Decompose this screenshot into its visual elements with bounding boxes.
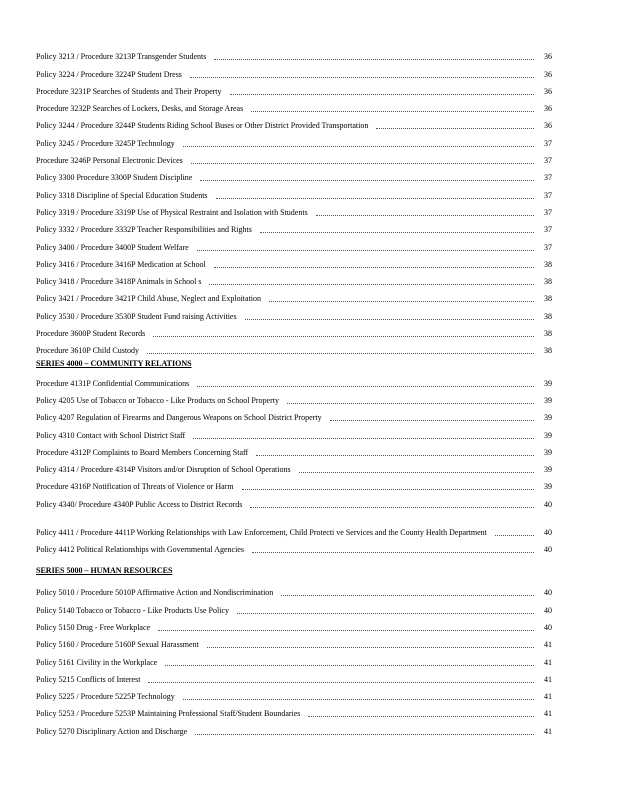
- toc-entry-title: Policy 5150 Drug - Free Workplace: [36, 622, 151, 632]
- dot-leader: [260, 231, 534, 233]
- toc-entry-title: Policy 3421 / Procedure 3421P Child Abuse, Neglect and Exploitation: [36, 294, 262, 304]
- dot-leader: [158, 629, 534, 631]
- toc-entry[interactable]: [36, 441, 552, 458]
- toc-entry[interactable]: [36, 685, 552, 702]
- dot-leader: [287, 402, 534, 404]
- dot-leader: [209, 283, 534, 285]
- toc-entry-title: Policy 5215 Conflicts of Interest: [36, 674, 141, 684]
- dot-leader: [299, 471, 534, 473]
- dot-leader: [207, 646, 534, 648]
- toc-page-number: 40: [544, 588, 552, 598]
- series-heading-text: SERIES 5000 – HUMAN RESOURCES: [36, 566, 173, 576]
- dot-leader: [308, 715, 534, 717]
- toc-entry[interactable]: [36, 702, 552, 719]
- toc-entry-title: Policy 3300 Procedure 3300P Student Discipline: [36, 173, 193, 183]
- toc-entry[interactable]: [36, 270, 552, 287]
- dot-leader: [252, 551, 534, 553]
- toc-page-number: 37: [544, 242, 552, 252]
- toc-page-number: 37: [544, 173, 552, 183]
- toc-page-number: 39: [544, 395, 552, 405]
- toc-entry[interactable]: [36, 458, 552, 475]
- toc-page-number: 41: [544, 692, 552, 702]
- toc-page-number: 41: [544, 709, 552, 719]
- toc-entry-title: Policy 3244 / Procedure 3244P Students Riding School Buses or Other District Provided Transportation: [36, 121, 369, 131]
- toc-entry-title: Policy 4412 Political Relationships with Governmental Agencies: [36, 545, 244, 555]
- toc-page-number: 36: [544, 86, 552, 96]
- toc-entry-title: Procedure 3232P Searches of Lockers, Desks, and Storage Areas: [36, 104, 244, 114]
- toc-page-number: 36: [544, 69, 552, 79]
- dot-leader: [256, 454, 534, 456]
- toc-page-number: 40: [544, 545, 552, 555]
- toc-page-number: 36: [544, 104, 552, 114]
- toc-entry[interactable]: [36, 668, 552, 685]
- toc-entry[interactable]: [36, 166, 552, 183]
- toc-entry[interactable]: [36, 598, 552, 615]
- toc-entry[interactable]: [36, 80, 552, 97]
- dot-leader: [269, 300, 534, 302]
- dot-leader: [200, 179, 534, 181]
- toc-page-number: 36: [544, 121, 552, 131]
- toc-page-number: 40: [544, 499, 552, 509]
- toc-entry-title: Policy 3400 / Procedure 3400P Student Welfare: [36, 242, 189, 252]
- toc-entry[interactable]: [36, 423, 552, 440]
- toc-entry-title: Policy 3318 Discipline of Special Education Students: [36, 190, 208, 200]
- toc-page-number: 40: [544, 605, 552, 615]
- table-of-contents: [36, 45, 552, 737]
- dot-leader: [376, 127, 534, 129]
- toc-page-number: 37: [544, 190, 552, 200]
- toc-entry[interactable]: [36, 253, 552, 270]
- dot-leader: [214, 58, 534, 60]
- toc-entry-title: Policy 5161 Civility in the Workplace: [36, 657, 158, 667]
- toc-page-number: 41: [544, 674, 552, 684]
- dot-leader: [165, 664, 534, 666]
- toc-entry[interactable]: [36, 719, 552, 736]
- toc-entry-title: Policy 4340/ Procedure 4340P Public Access to District Records: [36, 499, 243, 509]
- toc-entry[interactable]: [36, 371, 552, 388]
- dot-leader: [183, 698, 534, 700]
- toc-entry-title: Policy 3530 / Procedure 3530P Student Fund raising Activities: [36, 311, 237, 321]
- toc-entry[interactable]: [36, 287, 552, 304]
- toc-page-number: 38: [544, 329, 552, 339]
- toc-page-number: 38: [544, 294, 552, 304]
- toc-page-number: 39: [544, 430, 552, 440]
- toc-entry-title: Policy 5160 / Procedure 5160P Sexual Harassment: [36, 640, 199, 650]
- toc-entry[interactable]: [36, 235, 552, 252]
- toc-entry-title: Policy 3332 / Procedure 3332P Teacher Responsibilities and Rights: [36, 225, 252, 235]
- toc-entry-title: Policy 5225 / Procedure 5225P Technology: [36, 692, 175, 702]
- toc-entry[interactable]: [36, 538, 552, 555]
- toc-entry-title: Policy 3319 / Procedure 3319P Use of Physical Restraint and Isolation with Students: [36, 207, 308, 217]
- toc-entry-title: Policy 4310 Contact with School District Staff: [36, 430, 186, 440]
- toc-page-number: 36: [544, 52, 552, 62]
- series-heading: [36, 356, 552, 371]
- dot-leader: [330, 419, 534, 421]
- toc-entry[interactable]: [36, 581, 552, 598]
- toc-entry[interactable]: [36, 131, 552, 148]
- toc-page-number: 37: [544, 207, 552, 217]
- series-heading: [36, 561, 552, 581]
- dot-leader: [495, 534, 534, 536]
- dot-leader: [242, 488, 534, 490]
- dot-leader: [214, 266, 534, 268]
- toc-entry-title: Procedure 3600P Student Records: [36, 329, 146, 339]
- toc-page-number: 40: [544, 527, 552, 537]
- toc-entry-title: Policy 3224 / Procedure 3224P Student Dress: [36, 69, 182, 79]
- toc-entry[interactable]: [36, 114, 552, 131]
- toc-entry[interactable]: [36, 633, 552, 650]
- toc-entry[interactable]: [36, 322, 552, 339]
- toc-entry[interactable]: [36, 183, 552, 200]
- toc-entry[interactable]: [36, 406, 552, 423]
- dot-leader: [245, 318, 534, 320]
- dot-leader: [183, 145, 534, 147]
- toc-entry-title: Policy 5010 / Procedure 5010P Affirmative Action and Nondiscrimination: [36, 588, 274, 598]
- dot-leader: [193, 437, 534, 439]
- dot-leader: [250, 506, 534, 508]
- toc-entry-title: Procedure 4312P Complaints to Board Members Concerning Staff: [36, 447, 249, 457]
- toc-entry[interactable]: [36, 97, 552, 114]
- toc-entry-title: Policy 4411 / Procedure 4411P Working Relationships with Law Enforcement, Child Protecti ve Services and the County Health Department: [36, 527, 487, 537]
- dot-leader: [251, 110, 534, 112]
- dot-leader: [197, 385, 534, 387]
- toc-entry[interactable]: [36, 201, 552, 218]
- toc-entry-title: Policy 5253 / Procedure 5253P Maintaining Professional Staff/Student Boundaries: [36, 709, 301, 719]
- toc-entry[interactable]: [36, 62, 552, 79]
- toc-page-number: 38: [544, 346, 552, 356]
- toc-page-number: 41: [544, 726, 552, 736]
- toc-page-number: 39: [544, 447, 552, 457]
- toc-page-number: 41: [544, 657, 552, 667]
- toc-page-number: 39: [544, 378, 552, 388]
- toc-entry[interactable]: [36, 650, 552, 667]
- toc-page-number: 39: [544, 482, 552, 492]
- toc-entry-title: Procedure 4316P Notification of Threats of Violence or Harm: [36, 482, 234, 492]
- toc-page-number: 40: [544, 622, 552, 632]
- toc-entry-title: Policy 5140 Tobacco or Tobacco - Like Products Use Policy: [36, 605, 229, 615]
- toc-entry[interactable]: [36, 304, 552, 321]
- toc-entry[interactable]: [36, 616, 552, 633]
- dot-leader: [316, 214, 534, 216]
- dot-leader: [148, 681, 534, 683]
- toc-entry[interactable]: [36, 475, 552, 492]
- toc-entry-title: Policy 4207 Regulation of Firearms and Dangerous Weapons on School District Property: [36, 413, 322, 423]
- toc-entry[interactable]: [36, 510, 552, 538]
- toc-entry[interactable]: [36, 149, 552, 166]
- dot-leader: [197, 249, 534, 251]
- toc-page-number: 39: [544, 465, 552, 475]
- dot-leader: [281, 594, 534, 596]
- toc-entry-title: Policy 4205 Use of Tobacco or Tobacco - Like Products on School Property: [36, 395, 279, 405]
- dot-leader: [195, 733, 534, 735]
- toc-entry-title: Policy 4314 / Procedure 4314P Visitors and/or Disruption of School Operations: [36, 465, 291, 475]
- toc-page-number: 37: [544, 138, 552, 148]
- toc-entry[interactable]: [36, 389, 552, 406]
- toc-entry-title: Procedure 3231P Searches of Students and Their Property: [36, 86, 222, 96]
- toc-page-number: 38: [544, 259, 552, 269]
- toc-entry-title: Policy 5270 Disciplinary Action and Discharge: [36, 726, 188, 736]
- toc-entry-title: Policy 3416 / Procedure 3416P Medication at School: [36, 259, 206, 269]
- toc-entry-title: Policy 3418 / Procedure 3418P Animals in School s: [36, 277, 202, 287]
- toc-entry-title: Policy 3245 / Procedure 3245P Technology: [36, 138, 175, 148]
- dot-leader: [190, 76, 534, 78]
- toc-entry[interactable]: [36, 45, 552, 62]
- dot-leader: [153, 335, 534, 337]
- toc-entry[interactable]: [36, 492, 552, 509]
- toc-page-number: 39: [544, 413, 552, 423]
- dot-leader: [216, 197, 534, 199]
- toc-entry[interactable]: [36, 218, 552, 235]
- series-heading-text: SERIES 4000 – COMMUNITY RELATIONS: [36, 358, 192, 368]
- toc-page-number: 41: [544, 640, 552, 650]
- dot-leader: [230, 93, 534, 95]
- dot-leader: [191, 162, 534, 164]
- toc-page-number: 38: [544, 277, 552, 287]
- toc-entry[interactable]: [36, 339, 552, 356]
- dot-leader: [147, 352, 534, 354]
- toc-entry-title: Procedure 4131P Confidential Communications: [36, 378, 190, 388]
- toc-entry-title: Policy 3213 / Procedure 3213P Transgender Students: [36, 52, 207, 62]
- toc-page-number: 37: [544, 156, 552, 166]
- dot-leader: [237, 612, 534, 614]
- toc-page-number: 38: [544, 311, 552, 321]
- toc-page-number: 37: [544, 225, 552, 235]
- toc-entry-title: Procedure 3610P Child Custody: [36, 346, 140, 356]
- toc-entry-title: Procedure 3246P Personal Electronic Devices: [36, 156, 183, 166]
